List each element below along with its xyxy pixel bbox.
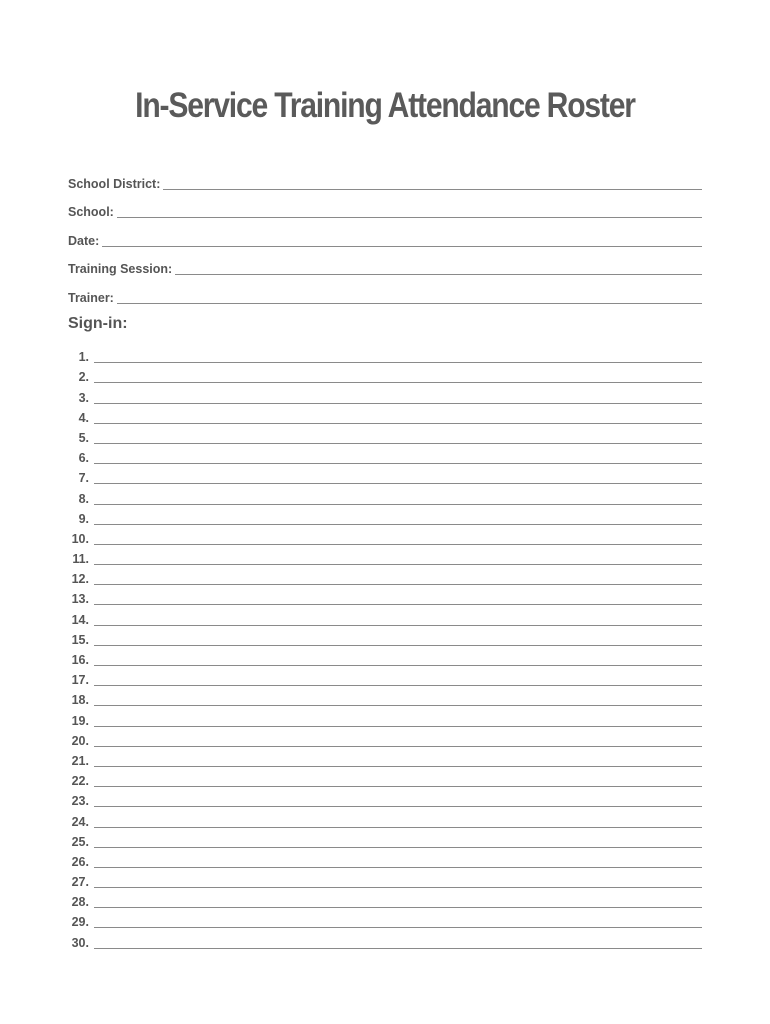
signin-row[interactable] [68, 465, 702, 485]
signin-row-number: 2. [78, 370, 89, 385]
school-district-field[interactable] [68, 162, 702, 191]
signin-row[interactable] [68, 849, 702, 869]
signin-row-line[interactable] [94, 563, 702, 565]
signin-row[interactable] [68, 909, 702, 929]
signin-row[interactable] [68, 829, 702, 849]
signin-row-number: 13. [71, 592, 89, 607]
signin-row-number: 1. [78, 350, 89, 365]
signin-row[interactable] [68, 485, 702, 505]
signin-row[interactable] [68, 566, 702, 586]
page-title: In-Service Training Attendance Roster [135, 86, 635, 125]
signin-row-number: 21. [71, 753, 89, 768]
signin-row-line[interactable] [94, 846, 702, 848]
signin-row-line[interactable] [94, 603, 702, 605]
signin-row-number: 16. [71, 653, 89, 667]
signin-row-number: 14. [71, 612, 89, 627]
signin-row[interactable] [68, 929, 702, 949]
signin-row-number: 11. [72, 552, 89, 567]
signin-row-number: 4. [78, 410, 89, 425]
date-field[interactable] [68, 219, 702, 248]
signin-row-number: 10. [71, 531, 89, 546]
signin-row-line[interactable] [94, 664, 702, 666]
training-session-field[interactable] [68, 248, 702, 277]
signin-row-number: 8. [78, 491, 89, 506]
signin-row-number: 29. [71, 915, 89, 930]
signin-row-line[interactable] [94, 805, 702, 807]
trainer-line[interactable] [117, 302, 702, 304]
signin-row-line[interactable] [94, 704, 702, 706]
signin-row[interactable] [68, 606, 702, 626]
training-session-label: Training Session: [68, 262, 173, 276]
signin-row[interactable] [68, 687, 702, 707]
signin-row[interactable] [68, 647, 702, 667]
signin-row[interactable] [68, 667, 702, 687]
signin-row-number: 24. [71, 814, 89, 829]
signin-row-line[interactable] [94, 947, 702, 949]
signin-row-number: 7. [78, 471, 89, 486]
signin-row-number: 22. [71, 774, 89, 789]
signin-row-line[interactable] [94, 906, 702, 908]
signin-row[interactable] [68, 748, 702, 768]
signin-row-number: 9. [78, 511, 89, 526]
signin-row-line[interactable] [94, 785, 702, 787]
signin-row-number: 28. [71, 895, 89, 910]
signin-row-line[interactable] [94, 886, 702, 888]
signin-row-line[interactable] [94, 624, 702, 626]
signin-row-number: 25. [71, 834, 89, 849]
signin-row-number: 17. [71, 673, 89, 688]
header-fields [68, 162, 702, 305]
school-field[interactable] [68, 191, 702, 220]
signin-row-number: 18. [71, 693, 89, 708]
signin-row-number: 3. [78, 390, 89, 405]
signin-row-line[interactable] [94, 745, 702, 747]
signin-row[interactable] [68, 506, 702, 526]
signin-row-line[interactable] [94, 503, 702, 505]
signin-row-number: 15. [71, 632, 89, 647]
trainer-field[interactable] [68, 276, 702, 305]
signin-row-line[interactable] [94, 361, 702, 363]
school-line[interactable] [117, 216, 702, 218]
signin-row[interactable] [68, 808, 702, 828]
signin-row-line[interactable] [94, 725, 702, 727]
signin-row-number: 20. [71, 733, 89, 748]
signin-row-line[interactable] [94, 422, 702, 424]
signin-row-number: 6. [78, 451, 89, 466]
school-district-line[interactable] [163, 188, 702, 190]
signin-heading: Sign-in: [68, 315, 128, 332]
signin-row-number: 30. [71, 935, 89, 950]
signin-row-number: 5. [78, 430, 89, 445]
signin-row-line[interactable] [94, 583, 702, 585]
signin-row[interactable] [68, 869, 702, 889]
signin-row[interactable] [68, 728, 702, 748]
signin-row[interactable] [68, 788, 702, 808]
signin-row-line[interactable] [94, 402, 702, 404]
signin-row-line[interactable] [94, 523, 702, 525]
signin-row-line[interactable] [94, 381, 702, 383]
signin-row-number: 26. [71, 854, 89, 869]
training-session-line[interactable] [175, 273, 702, 275]
signin-row-line[interactable] [94, 926, 702, 928]
date-line[interactable] [102, 245, 702, 247]
date-label: Date: [68, 233, 100, 248]
trainer-label: Trainer: [68, 290, 114, 305]
signin-row-line[interactable] [94, 442, 702, 444]
signin-row[interactable] [68, 586, 702, 606]
signin-row[interactable] [68, 384, 702, 404]
signin-row[interactable] [68, 405, 702, 425]
signin-row[interactable] [68, 364, 702, 384]
signin-row-line[interactable] [94, 482, 702, 484]
signin-row[interactable] [68, 526, 702, 546]
signin-row-line[interactable] [94, 462, 702, 464]
school-label: School: [68, 205, 114, 219]
signin-row-number: 27. [71, 875, 89, 890]
signin-row-line[interactable] [94, 684, 702, 686]
signin-row-number: 12. [71, 572, 89, 587]
signin-row-number: 19. [71, 713, 89, 728]
signin-row[interactable] [68, 889, 702, 909]
signin-row[interactable] [68, 768, 702, 788]
school-district-label: School District: [68, 176, 161, 191]
signin-row-line[interactable] [94, 866, 702, 868]
signin-row[interactable] [68, 627, 702, 647]
signin-row-line[interactable] [94, 543, 702, 545]
signin-row[interactable] [68, 546, 702, 566]
signin-row-line[interactable] [94, 644, 702, 646]
signin-row-number: 23. [71, 794, 89, 809]
signin-row-line[interactable] [94, 826, 702, 828]
signin-row[interactable] [68, 425, 702, 445]
signin-row[interactable] [68, 344, 702, 364]
signin-row[interactable] [68, 445, 702, 465]
signin-row[interactable] [68, 707, 702, 727]
signin-list [68, 344, 702, 950]
signin-row-line[interactable] [94, 765, 702, 767]
